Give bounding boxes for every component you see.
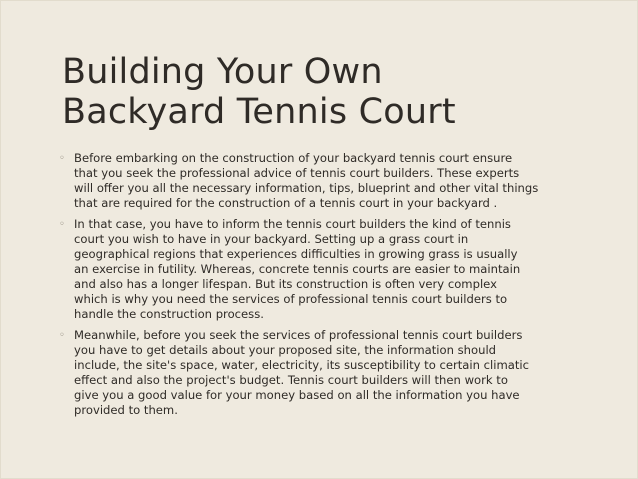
bullet-item-3 — [58, 328, 578, 418]
bullet-text-line: you have to get details about your proposed site, the information should — [74, 343, 497, 357]
bullet-text-line: give you a good value for your money based on all the information you have — [74, 388, 520, 402]
bullet-list — [58, 151, 578, 424]
bullet-item-1 — [58, 151, 578, 211]
bullet-text-line: include, the site's space, water, electricity, its susceptibility to certain climatic — [74, 358, 530, 372]
bullet-text-line: an exercise in futility. Whereas, concrete tennis courts are easier to maintain — [74, 262, 521, 276]
bullet-text-line: which is why you need the services of professional tennis court builders to — [74, 292, 508, 306]
slide-title — [62, 52, 602, 132]
bullet-text-line: Meanwhile, before you seek the services of professional tennis court builders — [74, 328, 523, 342]
bullet-text-line: Before embarking on the construction of your backyard tennis court ensure — [74, 151, 513, 165]
bullet-marker-icon: ◦ — [59, 219, 65, 230]
bullet-text-line: handle the construction process. — [74, 307, 264, 321]
bullet-text-line: In that case, you have to inform the tennis court builders the kind of tennis — [74, 217, 511, 231]
slide-title-line-1: Building Your Own — [62, 52, 383, 92]
bullet-text-line: that you seek the professional advice of tennis court builders. These experts — [74, 166, 520, 180]
slide-title-line-2: Backyard Tennis Court — [62, 92, 456, 132]
bullet-text-line: effect and also the project's budget. Tennis court builders will then work to — [74, 373, 508, 387]
bullet-item-2 — [58, 217, 578, 322]
bullet-marker-icon: ◦ — [59, 153, 65, 164]
bullet-text-line: geographical regions that experiences difficulties in growing grass is usually — [74, 247, 518, 261]
bullet-marker-icon: ◦ — [59, 330, 65, 341]
bullet-text-line: will offer you all the necessary information, tips, blueprint and other vital things — [74, 181, 539, 195]
bullet-text-line: provided to them. — [74, 403, 178, 417]
bullet-text-line: that are required for the construction of a tennis court in your backyard . — [74, 196, 498, 210]
bullet-text-line: and also has a longer lifespan. But its construction is often very complex — [74, 277, 497, 291]
bullet-text-line: court you wish to have in your backyard. Setting up a grass court in — [74, 232, 469, 246]
